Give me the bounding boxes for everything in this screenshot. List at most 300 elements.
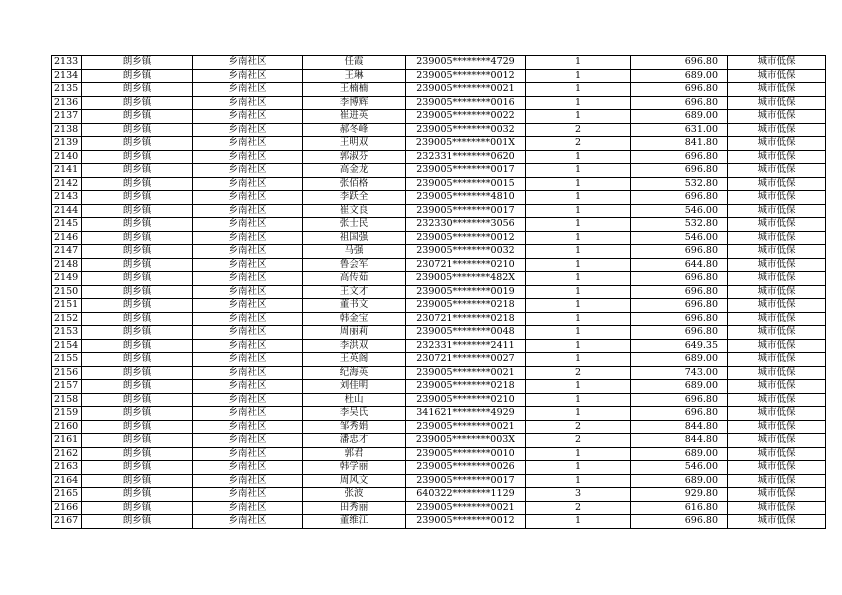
serial-number-cell: 2167 <box>52 515 82 529</box>
town-cell: 朗乡镇 <box>82 137 193 151</box>
town-cell: 朗乡镇 <box>82 461 193 475</box>
name-cell: 任霞 <box>303 56 406 70</box>
table-body <box>52 56 826 529</box>
community-cell: 乡南社区 <box>193 461 303 475</box>
name-cell: 韩金宝 <box>303 312 406 326</box>
serial-number-cell: 2152 <box>52 312 82 326</box>
household-size-cell: 1 <box>526 380 631 394</box>
community-cell: 乡南社区 <box>193 326 303 340</box>
household-size-cell: 1 <box>526 56 631 70</box>
amount-cell: 546.00 <box>631 461 728 475</box>
amount-cell: 631.00 <box>631 123 728 137</box>
amount-cell: 546.00 <box>631 231 728 245</box>
serial-number-cell: 2150 <box>52 285 82 299</box>
serial-number-cell: 2159 <box>52 407 82 421</box>
roster-table <box>51 55 826 529</box>
community-cell: 乡南社区 <box>193 110 303 124</box>
serial-number-cell: 2161 <box>52 434 82 448</box>
id-number-cell: 239005********0032 <box>406 245 526 259</box>
category-cell: 城市低保 <box>728 407 826 421</box>
household-size-cell: 1 <box>526 177 631 191</box>
town-cell: 朗乡镇 <box>82 96 193 110</box>
table-row <box>52 474 826 488</box>
household-size-cell: 1 <box>526 231 631 245</box>
town-cell: 朗乡镇 <box>82 380 193 394</box>
id-number-cell: 239005********003X <box>406 434 526 448</box>
serial-number-cell: 2147 <box>52 245 82 259</box>
table-row <box>52 177 826 191</box>
id-number-cell: 239005********0218 <box>406 299 526 313</box>
household-size-cell: 1 <box>526 326 631 340</box>
amount-cell: 644.80 <box>631 258 728 272</box>
table-row <box>52 461 826 475</box>
community-cell: 乡南社区 <box>193 137 303 151</box>
id-number-cell: 640322********1129 <box>406 488 526 502</box>
community-cell: 乡南社区 <box>193 366 303 380</box>
id-number-cell: 239005********0015 <box>406 177 526 191</box>
household-size-cell: 1 <box>526 191 631 205</box>
table-row <box>52 515 826 529</box>
category-cell: 城市低保 <box>728 258 826 272</box>
town-cell: 朗乡镇 <box>82 110 193 124</box>
category-cell: 城市低保 <box>728 434 826 448</box>
table-row <box>52 164 826 178</box>
table-row <box>52 312 826 326</box>
name-cell: 王楠楠 <box>303 83 406 97</box>
table-row <box>52 434 826 448</box>
serial-number-cell: 2141 <box>52 164 82 178</box>
household-size-cell: 1 <box>526 447 631 461</box>
community-cell: 乡南社区 <box>193 299 303 313</box>
community-cell: 乡南社区 <box>193 204 303 218</box>
community-cell: 乡南社区 <box>193 56 303 70</box>
serial-number-cell: 2158 <box>52 393 82 407</box>
amount-cell: 532.80 <box>631 177 728 191</box>
household-size-cell: 1 <box>526 407 631 421</box>
category-cell: 城市低保 <box>728 218 826 232</box>
category-cell: 城市低保 <box>728 231 826 245</box>
id-number-cell: 239005********0048 <box>406 326 526 340</box>
id-number-cell: 230721********0210 <box>406 258 526 272</box>
id-number-cell: 239005********0012 <box>406 231 526 245</box>
serial-number-cell: 2133 <box>52 56 82 70</box>
community-cell: 乡南社区 <box>193 191 303 205</box>
category-cell: 城市低保 <box>728 447 826 461</box>
serial-number-cell: 2139 <box>52 137 82 151</box>
id-number-cell: 239005********0022 <box>406 110 526 124</box>
community-cell: 乡南社区 <box>193 407 303 421</box>
serial-number-cell: 2165 <box>52 488 82 502</box>
town-cell: 朗乡镇 <box>82 164 193 178</box>
name-cell: 鲁会军 <box>303 258 406 272</box>
community-cell: 乡南社区 <box>193 380 303 394</box>
town-cell: 朗乡镇 <box>82 218 193 232</box>
amount-cell: 696.80 <box>631 96 728 110</box>
name-cell: 王文才 <box>303 285 406 299</box>
id-number-cell: 232331********2411 <box>406 339 526 353</box>
category-cell: 城市低保 <box>728 245 826 259</box>
household-size-cell: 1 <box>526 339 631 353</box>
household-size-cell: 1 <box>526 393 631 407</box>
category-cell: 城市低保 <box>728 326 826 340</box>
name-cell: 潘忠才 <box>303 434 406 448</box>
serial-number-cell: 2140 <box>52 150 82 164</box>
id-number-cell: 239005********0021 <box>406 501 526 515</box>
id-number-cell: 239005********0026 <box>406 461 526 475</box>
amount-cell: 696.80 <box>631 272 728 286</box>
community-cell: 乡南社区 <box>193 447 303 461</box>
amount-cell: 532.80 <box>631 218 728 232</box>
serial-number-cell: 2155 <box>52 353 82 367</box>
serial-number-cell: 2145 <box>52 218 82 232</box>
amount-cell: 696.80 <box>631 150 728 164</box>
amount-cell: 689.00 <box>631 474 728 488</box>
community-cell: 乡南社区 <box>193 420 303 434</box>
household-size-cell: 1 <box>526 515 631 529</box>
id-number-cell: 239005********482X <box>406 272 526 286</box>
category-cell: 城市低保 <box>728 164 826 178</box>
table-row <box>52 501 826 515</box>
amount-cell: 696.80 <box>631 407 728 421</box>
table-row <box>52 326 826 340</box>
household-size-cell: 1 <box>526 164 631 178</box>
community-cell: 乡南社区 <box>193 150 303 164</box>
household-size-cell: 1 <box>526 150 631 164</box>
town-cell: 朗乡镇 <box>82 434 193 448</box>
name-cell: 王英阁 <box>303 353 406 367</box>
serial-number-cell: 2136 <box>52 96 82 110</box>
amount-cell: 546.00 <box>631 204 728 218</box>
town-cell: 朗乡镇 <box>82 312 193 326</box>
name-cell: 李跃全 <box>303 191 406 205</box>
table-row <box>52 366 826 380</box>
category-cell: 城市低保 <box>728 474 826 488</box>
table-row <box>52 123 826 137</box>
serial-number-cell: 2163 <box>52 461 82 475</box>
category-cell: 城市低保 <box>728 110 826 124</box>
town-cell: 朗乡镇 <box>82 123 193 137</box>
id-number-cell: 239005********4810 <box>406 191 526 205</box>
category-cell: 城市低保 <box>728 83 826 97</box>
community-cell: 乡南社区 <box>193 272 303 286</box>
category-cell: 城市低保 <box>728 380 826 394</box>
household-size-cell: 1 <box>526 218 631 232</box>
table-row <box>52 96 826 110</box>
town-cell: 朗乡镇 <box>82 447 193 461</box>
amount-cell: 696.80 <box>631 191 728 205</box>
id-number-cell: 239005********001X <box>406 137 526 151</box>
community-cell: 乡南社区 <box>193 83 303 97</box>
household-size-cell: 2 <box>526 501 631 515</box>
table-row <box>52 150 826 164</box>
id-number-cell: 239005********0021 <box>406 420 526 434</box>
amount-cell: 649.35 <box>631 339 728 353</box>
category-cell: 城市低保 <box>728 515 826 529</box>
category-cell: 城市低保 <box>728 461 826 475</box>
table-row <box>52 218 826 232</box>
name-cell: 张佰格 <box>303 177 406 191</box>
table-row <box>52 380 826 394</box>
category-cell: 城市低保 <box>728 285 826 299</box>
amount-cell: 696.80 <box>631 393 728 407</box>
name-cell: 董维江 <box>303 515 406 529</box>
town-cell: 朗乡镇 <box>82 56 193 70</box>
table-row <box>52 407 826 421</box>
amount-cell: 696.80 <box>631 83 728 97</box>
household-size-cell: 1 <box>526 272 631 286</box>
serial-number-cell: 2157 <box>52 380 82 394</box>
table-row <box>52 353 826 367</box>
name-cell: 刘佳明 <box>303 380 406 394</box>
category-cell: 城市低保 <box>728 96 826 110</box>
community-cell: 乡南社区 <box>193 164 303 178</box>
town-cell: 朗乡镇 <box>82 177 193 191</box>
household-size-cell: 1 <box>526 96 631 110</box>
community-cell: 乡南社区 <box>193 231 303 245</box>
town-cell: 朗乡镇 <box>82 326 193 340</box>
amount-cell: 696.80 <box>631 326 728 340</box>
amount-cell: 689.00 <box>631 380 728 394</box>
table-row <box>52 245 826 259</box>
table-row <box>52 204 826 218</box>
town-cell: 朗乡镇 <box>82 272 193 286</box>
name-cell: 郭淑芬 <box>303 150 406 164</box>
category-cell: 城市低保 <box>728 339 826 353</box>
serial-number-cell: 2160 <box>52 420 82 434</box>
town-cell: 朗乡镇 <box>82 393 193 407</box>
amount-cell: 696.80 <box>631 285 728 299</box>
household-size-cell: 1 <box>526 299 631 313</box>
id-number-cell: 232330********3056 <box>406 218 526 232</box>
amount-cell: 696.80 <box>631 164 728 178</box>
serial-number-cell: 2164 <box>52 474 82 488</box>
community-cell: 乡南社区 <box>193 177 303 191</box>
name-cell: 李吴氏 <box>303 407 406 421</box>
household-size-cell: 2 <box>526 420 631 434</box>
town-cell: 朗乡镇 <box>82 515 193 529</box>
id-number-cell: 239005********0032 <box>406 123 526 137</box>
name-cell: 周丽莉 <box>303 326 406 340</box>
community-cell: 乡南社区 <box>193 69 303 83</box>
table-row <box>52 110 826 124</box>
table-row <box>52 420 826 434</box>
id-number-cell: 239005********0021 <box>406 366 526 380</box>
table-row <box>52 285 826 299</box>
category-cell: 城市低保 <box>728 272 826 286</box>
household-size-cell: 2 <box>526 366 631 380</box>
household-size-cell: 1 <box>526 204 631 218</box>
serial-number-cell: 2148 <box>52 258 82 272</box>
id-number-cell: 230721********0027 <box>406 353 526 367</box>
town-cell: 朗乡镇 <box>82 245 193 259</box>
id-number-cell: 239005********4729 <box>406 56 526 70</box>
community-cell: 乡南社区 <box>193 285 303 299</box>
category-cell: 城市低保 <box>728 299 826 313</box>
table-row <box>52 447 826 461</box>
name-cell: 张士民 <box>303 218 406 232</box>
amount-cell: 696.80 <box>631 312 728 326</box>
name-cell: 王琳 <box>303 69 406 83</box>
table-row <box>52 339 826 353</box>
community-cell: 乡南社区 <box>193 488 303 502</box>
amount-cell: 696.80 <box>631 299 728 313</box>
table-row <box>52 83 826 97</box>
name-cell: 董书文 <box>303 299 406 313</box>
amount-cell: 743.00 <box>631 366 728 380</box>
id-number-cell: 239005********0012 <box>406 69 526 83</box>
town-cell: 朗乡镇 <box>82 501 193 515</box>
serial-number-cell: 2137 <box>52 110 82 124</box>
serial-number-cell: 2151 <box>52 299 82 313</box>
table-row <box>52 272 826 286</box>
amount-cell: 841.80 <box>631 137 728 151</box>
community-cell: 乡南社区 <box>193 96 303 110</box>
community-cell: 乡南社区 <box>193 312 303 326</box>
amount-cell: 696.80 <box>631 56 728 70</box>
serial-number-cell: 2149 <box>52 272 82 286</box>
amount-cell: 844.80 <box>631 420 728 434</box>
name-cell: 纪海英 <box>303 366 406 380</box>
town-cell: 朗乡镇 <box>82 231 193 245</box>
town-cell: 朗乡镇 <box>82 339 193 353</box>
category-cell: 城市低保 <box>728 366 826 380</box>
id-number-cell: 230721********0218 <box>406 312 526 326</box>
table-row <box>52 56 826 70</box>
community-cell: 乡南社区 <box>193 339 303 353</box>
name-cell: 崔文良 <box>303 204 406 218</box>
id-number-cell: 239005********0017 <box>406 204 526 218</box>
town-cell: 朗乡镇 <box>82 366 193 380</box>
category-cell: 城市低保 <box>728 56 826 70</box>
category-cell: 城市低保 <box>728 69 826 83</box>
name-cell: 周风文 <box>303 474 406 488</box>
town-cell: 朗乡镇 <box>82 407 193 421</box>
community-cell: 乡南社区 <box>193 258 303 272</box>
town-cell: 朗乡镇 <box>82 474 193 488</box>
serial-number-cell: 2144 <box>52 204 82 218</box>
category-cell: 城市低保 <box>728 420 826 434</box>
id-number-cell: 239005********0017 <box>406 164 526 178</box>
category-cell: 城市低保 <box>728 177 826 191</box>
table-row <box>52 137 826 151</box>
town-cell: 朗乡镇 <box>82 285 193 299</box>
category-cell: 城市低保 <box>728 204 826 218</box>
table-row <box>52 299 826 313</box>
community-cell: 乡南社区 <box>193 474 303 488</box>
serial-number-cell: 2156 <box>52 366 82 380</box>
name-cell: 祖国强 <box>303 231 406 245</box>
name-cell: 李博辉 <box>303 96 406 110</box>
name-cell: 郝冬峰 <box>303 123 406 137</box>
table-row <box>52 488 826 502</box>
id-number-cell: 239005********0021 <box>406 83 526 97</box>
serial-number-cell: 2138 <box>52 123 82 137</box>
serial-number-cell: 2162 <box>52 447 82 461</box>
household-size-cell: 2 <box>526 123 631 137</box>
community-cell: 乡南社区 <box>193 218 303 232</box>
name-cell: 马强 <box>303 245 406 259</box>
household-size-cell: 2 <box>526 434 631 448</box>
community-cell: 乡南社区 <box>193 515 303 529</box>
id-number-cell: 232331********0620 <box>406 150 526 164</box>
amount-cell: 689.00 <box>631 353 728 367</box>
category-cell: 城市低保 <box>728 501 826 515</box>
id-number-cell: 239005********0019 <box>406 285 526 299</box>
town-cell: 朗乡镇 <box>82 353 193 367</box>
household-size-cell: 1 <box>526 285 631 299</box>
table-row <box>52 69 826 83</box>
name-cell: 杜山 <box>303 393 406 407</box>
amount-cell: 689.00 <box>631 447 728 461</box>
household-size-cell: 1 <box>526 312 631 326</box>
community-cell: 乡南社区 <box>193 245 303 259</box>
name-cell: 韩学丽 <box>303 461 406 475</box>
id-number-cell: 239005********0016 <box>406 96 526 110</box>
household-size-cell: 1 <box>526 245 631 259</box>
amount-cell: 844.80 <box>631 434 728 448</box>
community-cell: 乡南社区 <box>193 501 303 515</box>
category-cell: 城市低保 <box>728 312 826 326</box>
serial-number-cell: 2154 <box>52 339 82 353</box>
town-cell: 朗乡镇 <box>82 83 193 97</box>
category-cell: 城市低保 <box>728 488 826 502</box>
town-cell: 朗乡镇 <box>82 488 193 502</box>
name-cell: 田秀丽 <box>303 501 406 515</box>
amount-cell: 696.80 <box>631 515 728 529</box>
amount-cell: 689.00 <box>631 110 728 124</box>
town-cell: 朗乡镇 <box>82 69 193 83</box>
id-number-cell: 341621********4929 <box>406 407 526 421</box>
table-row <box>52 393 826 407</box>
serial-number-cell: 2135 <box>52 83 82 97</box>
household-size-cell: 1 <box>526 461 631 475</box>
household-size-cell: 3 <box>526 488 631 502</box>
amount-cell: 696.80 <box>631 245 728 259</box>
community-cell: 乡南社区 <box>193 393 303 407</box>
amount-cell: 689.00 <box>631 69 728 83</box>
community-cell: 乡南社区 <box>193 353 303 367</box>
town-cell: 朗乡镇 <box>82 258 193 272</box>
town-cell: 朗乡镇 <box>82 150 193 164</box>
community-cell: 乡南社区 <box>193 123 303 137</box>
table-row <box>52 191 826 205</box>
name-cell: 王明双 <box>303 137 406 151</box>
name-cell: 高金龙 <box>303 164 406 178</box>
table-row <box>52 258 826 272</box>
household-size-cell: 2 <box>526 137 631 151</box>
category-cell: 城市低保 <box>728 123 826 137</box>
name-cell: 郭君 <box>303 447 406 461</box>
household-size-cell: 1 <box>526 110 631 124</box>
household-size-cell: 1 <box>526 353 631 367</box>
amount-cell: 616.80 <box>631 501 728 515</box>
household-size-cell: 1 <box>526 69 631 83</box>
table-row <box>52 231 826 245</box>
id-number-cell: 239005********0010 <box>406 447 526 461</box>
id-number-cell: 239005********0210 <box>406 393 526 407</box>
name-cell: 高传茹 <box>303 272 406 286</box>
category-cell: 城市低保 <box>728 137 826 151</box>
town-cell: 朗乡镇 <box>82 204 193 218</box>
category-cell: 城市低保 <box>728 191 826 205</box>
community-cell: 乡南社区 <box>193 434 303 448</box>
category-cell: 城市低保 <box>728 353 826 367</box>
serial-number-cell: 2142 <box>52 177 82 191</box>
household-size-cell: 1 <box>526 83 631 97</box>
name-cell: 张波 <box>303 488 406 502</box>
name-cell: 崔进英 <box>303 110 406 124</box>
serial-number-cell: 2146 <box>52 231 82 245</box>
